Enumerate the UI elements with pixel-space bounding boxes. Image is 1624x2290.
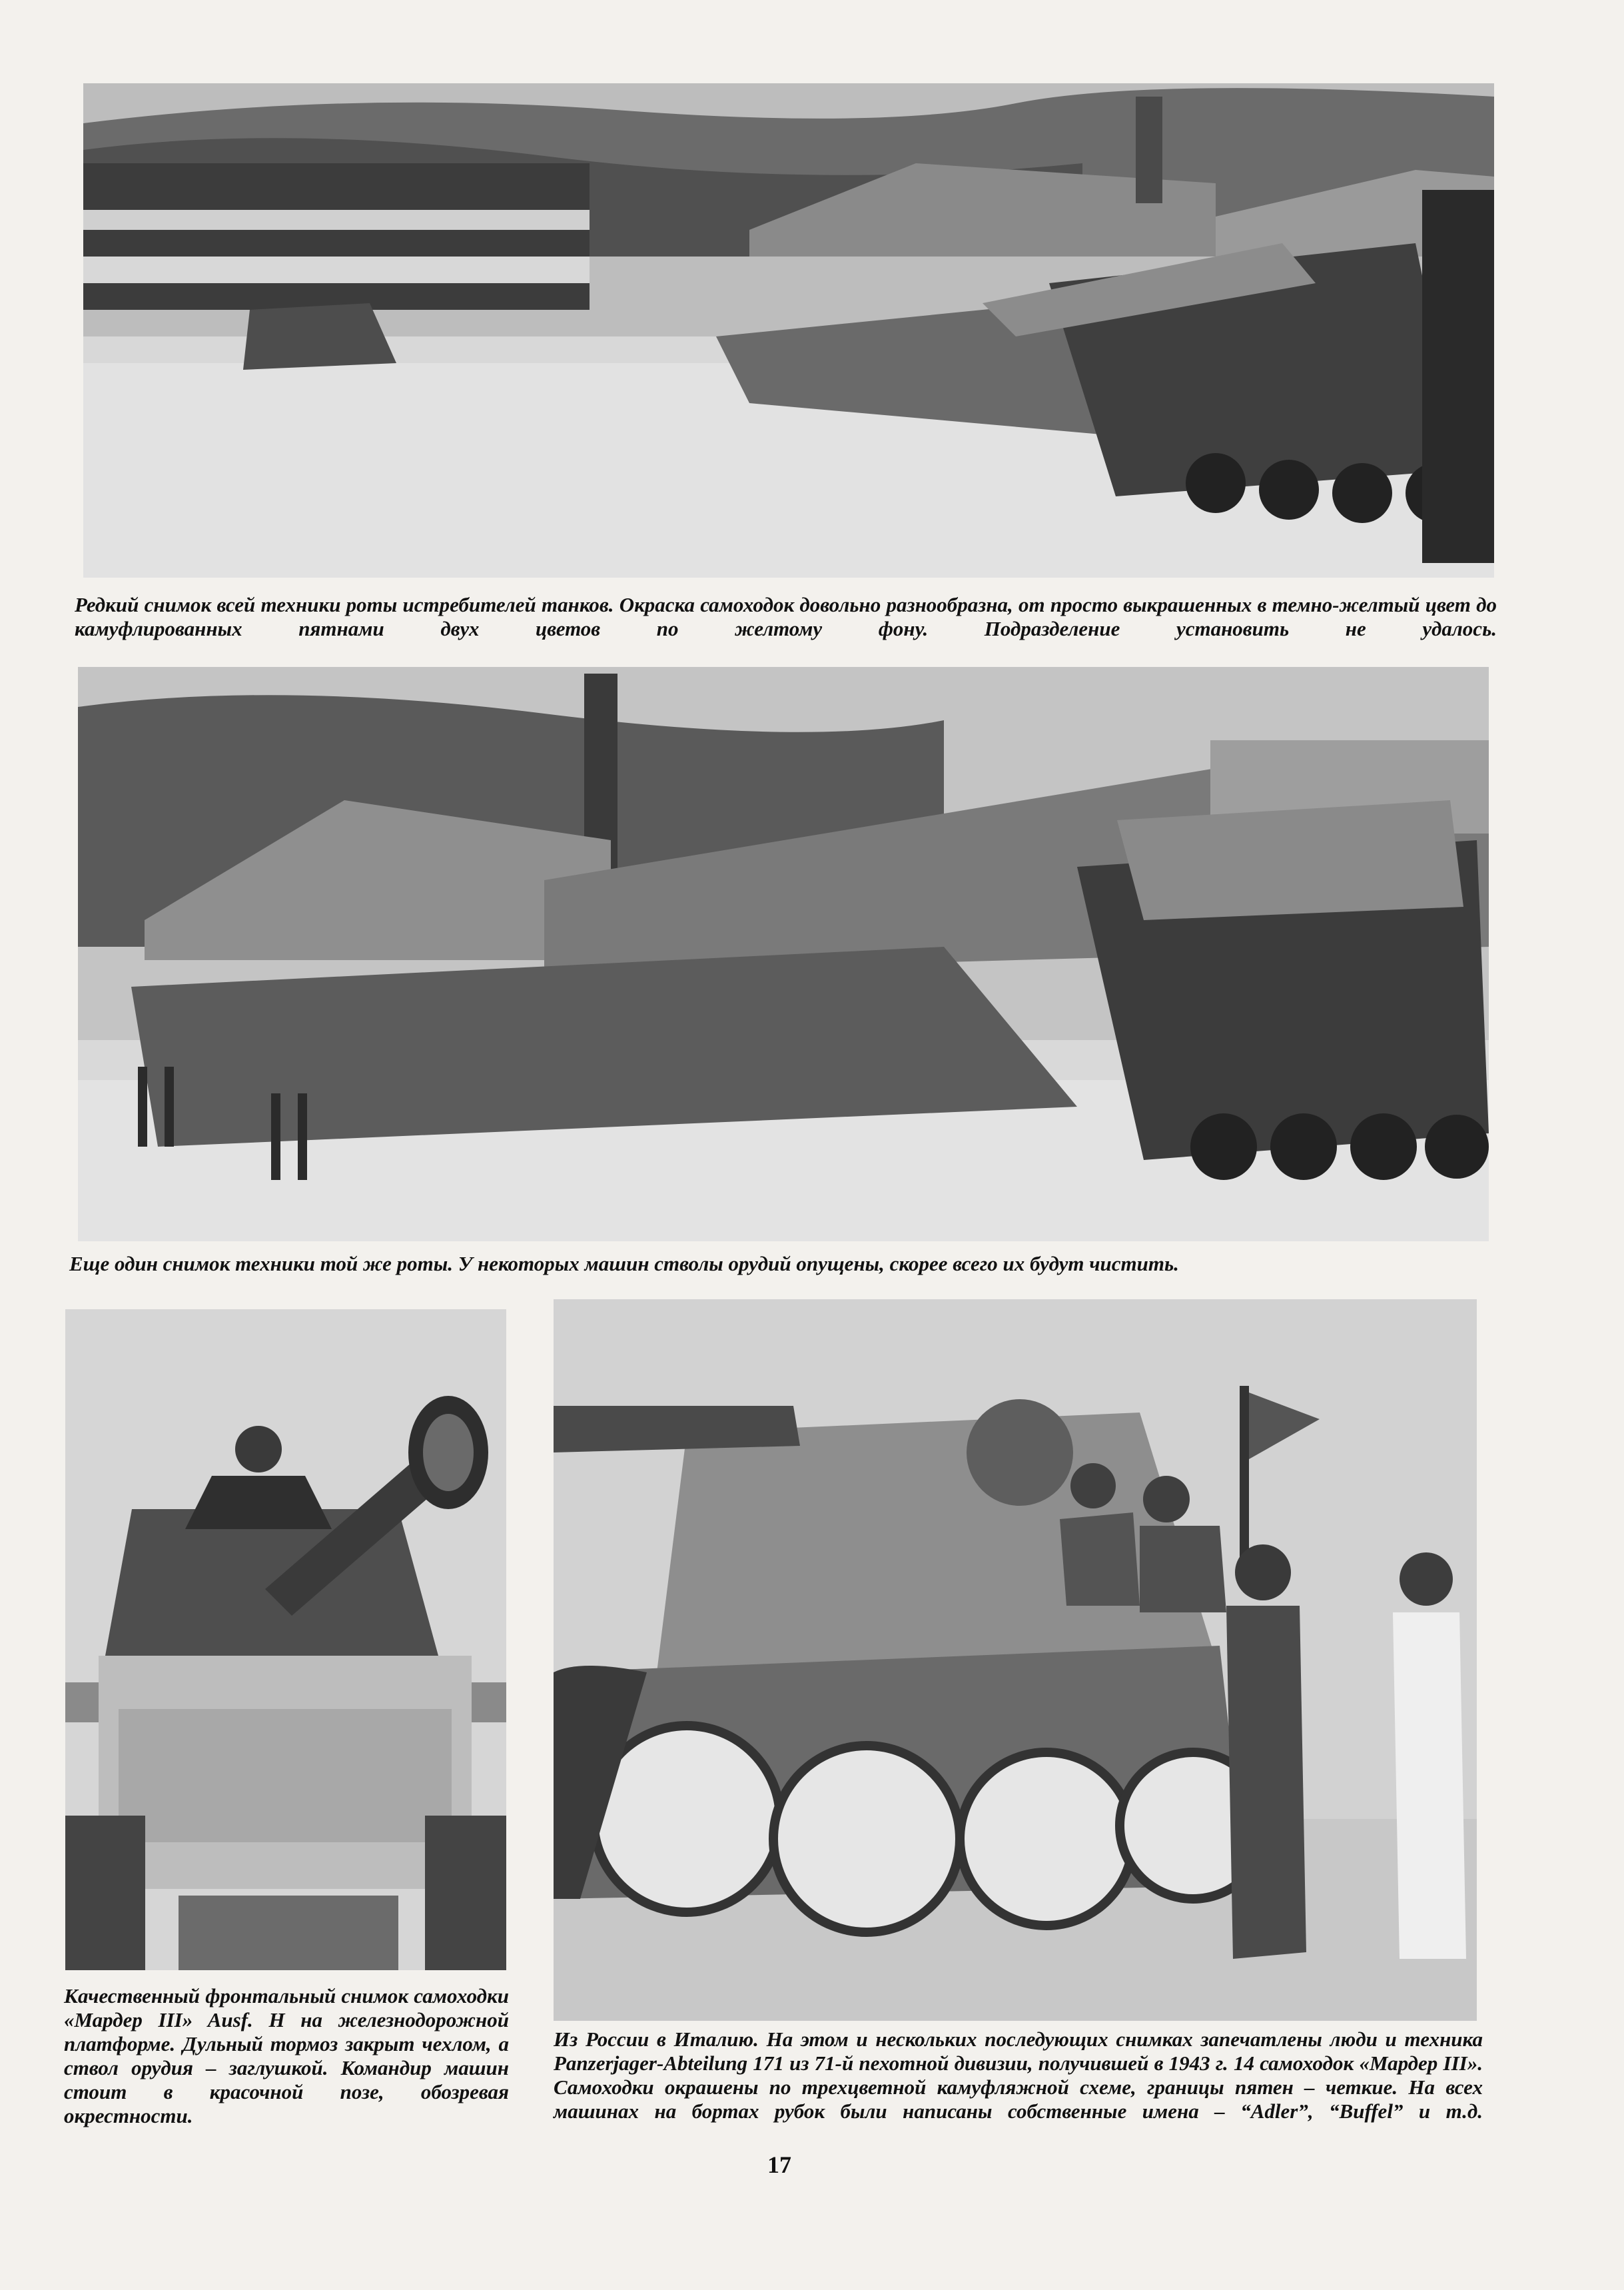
- photo-crew-with-vehicle: [554, 1299, 1477, 2021]
- caption-photo-1: Редкий снимок всей техники роты истребителей танков. Окраска самоходок довольно разнообразна, от просто выкрашенных в темно-желтый цвет до камуфлированных пятнами двух цветов по желтому фону. Подразделение установить не удалось.: [75, 593, 1497, 640]
- caption-photo-2: Еще один снимок техники той же роты. У некоторых машин стволы орудий опущены, скорее всего их будут чистить.: [69, 1252, 1179, 1275]
- photo-frontal-view: [65, 1309, 506, 1970]
- photo-vehicle-lineup-wide: [83, 83, 1494, 578]
- page-number: 17: [767, 2151, 791, 2178]
- photo-vehicle-lineup-second: [78, 667, 1489, 1241]
- caption-photo-3: Качественный фронтальный снимок самоходки «Мардер III» Ausf. H на железнодорожной платформе. Дульный тормоз закрыт чехлом, а ствол орудия – заглушкой. Командир машин стоит в красочной позе, обозревая окрестности.: [64, 1984, 509, 2127]
- caption-photo-4: Из России в Италию. На этом и нескольких последующих снимках запечатлены люди и техника Panzerjager-Abteilung 171 из 71-й пехотной дивизии, получившей в 1943 г. 14 самоходок «Мардер III». Самоходки окрашены по трехцветной камуфляжной схеме, границы пятен – четкие. На всех машинах на бортах рубок были написаны собственные имена – “Adler”, “Buffel” и т.д.: [554, 2027, 1483, 2123]
